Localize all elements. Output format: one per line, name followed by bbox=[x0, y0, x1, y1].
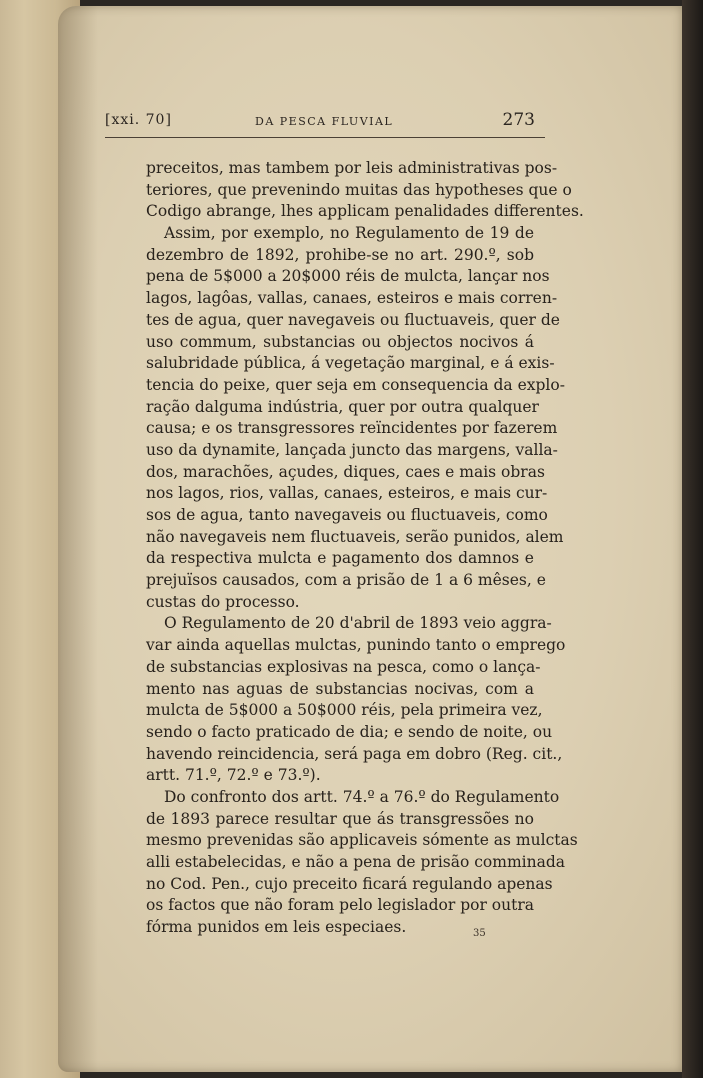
text-line: fórma punidos em leis especiaes. bbox=[146, 918, 407, 937]
text-line: artt. 71.º, 72.º e 73.º). bbox=[146, 766, 321, 785]
page-number: 273 bbox=[502, 110, 535, 130]
section-reference: [xxi. 70] bbox=[105, 112, 172, 128]
text-line: no Cod. Pen., cujo preceito ficará regulando apenas bbox=[146, 874, 553, 893]
text-line: tes de agua, quer navegaveis ou fluctuaveis, quer de bbox=[146, 310, 560, 329]
text-line: pena de 5$000 a 20$000 réis de mulcta, lançar nos bbox=[146, 267, 550, 286]
text-line: sos de agua, tanto navegaveis ou fluctuaveis, como bbox=[146, 506, 548, 524]
printer-signature-mark: 35 bbox=[473, 928, 486, 939]
background-edge bbox=[682, 0, 703, 1078]
header-rule bbox=[105, 137, 545, 138]
text-line: tencia do peixe, quer seja em consequencia da explo- bbox=[146, 375, 565, 394]
text-line: nos lagos, rios, vallas, canaes, esteiros, e mais cur- bbox=[146, 484, 548, 503]
body-text bbox=[146, 158, 584, 939]
text-line: de substancias explosivas na pesca, como o lança- bbox=[146, 657, 541, 676]
text-line: sendo o facto praticado de dia; e sendo de noite, ou bbox=[146, 722, 553, 741]
text-line: var ainda aquellas mulctas, punindo tanto o emprego bbox=[146, 636, 566, 655]
text-line: de 1893 parece resultar que ás transgressões no bbox=[146, 809, 534, 828]
text-line: havendo reincidencia, será paga em dobro (Reg. cit., bbox=[146, 744, 563, 763]
text-line: uso commum, substancias ou objectos nocivos á bbox=[146, 332, 534, 351]
text-line: Do confronto dos artt. 74.º a 76.º do Regulamento bbox=[164, 787, 560, 806]
text-line: Assim, por exemplo, no Regulamento de 19 de bbox=[164, 224, 534, 243]
text-line: dezembro de 1892, prohibe-se no art. 290.º, sob bbox=[146, 245, 534, 264]
text-line: mulcta de 5$000 a 50$000 réis, pela primeira vez, bbox=[146, 701, 543, 720]
text-line: alli estabelecidas, e não a pena de prisão comminada bbox=[146, 853, 565, 871]
text-line: preceitos, mas tambem por leis administrativas pos- bbox=[146, 159, 558, 177]
text-line: mesmo prevenidas são applicaveis sómente as mulctas bbox=[146, 831, 578, 850]
text-line: teriores, que prevenindo muitas das hypotheses que o bbox=[146, 180, 572, 199]
text-line: lagos, lagôas, vallas, canaes, esteiros e mais corren- bbox=[146, 289, 558, 308]
text-line: prejuïsos causados, com a prisão de 1 a 6 mêses, e bbox=[146, 571, 546, 590]
text-line: ração dalguma indústria, quer por outra qualquer bbox=[146, 397, 539, 416]
text-line: salubridade pública, á vegetação marginal, e á exis- bbox=[146, 354, 555, 373]
text-line: causa; e os transgressores reïncidentes por fazerem bbox=[146, 419, 558, 438]
running-header bbox=[105, 110, 545, 134]
text-line: da respectiva mulcta e pagamento dos damnos e bbox=[146, 549, 534, 568]
text-line: O Regulamento de 20 d'abril de 1893 veio aggra- bbox=[164, 614, 552, 633]
text-line: uso da dynamite, lançada juncto das margens, valla- bbox=[146, 440, 558, 459]
running-title: DA PESCA FLUVIAL bbox=[255, 115, 394, 128]
text-line: não navegaveis nem fluctuaveis, serão punidos, alem bbox=[146, 527, 564, 546]
text-line: Codigo abrange, lhes applicam penalidades differentes. bbox=[146, 202, 584, 221]
text-line: mento nas aguas de substancias nocivas, com a bbox=[146, 679, 534, 698]
text-line: os factos que não foram pelo legislador por outra bbox=[146, 896, 534, 915]
text-line: custas do processo. bbox=[146, 592, 300, 611]
text-line: dos, marachões, açudes, diques, caes e mais obras bbox=[146, 462, 545, 481]
spine-shadow bbox=[58, 6, 98, 1072]
